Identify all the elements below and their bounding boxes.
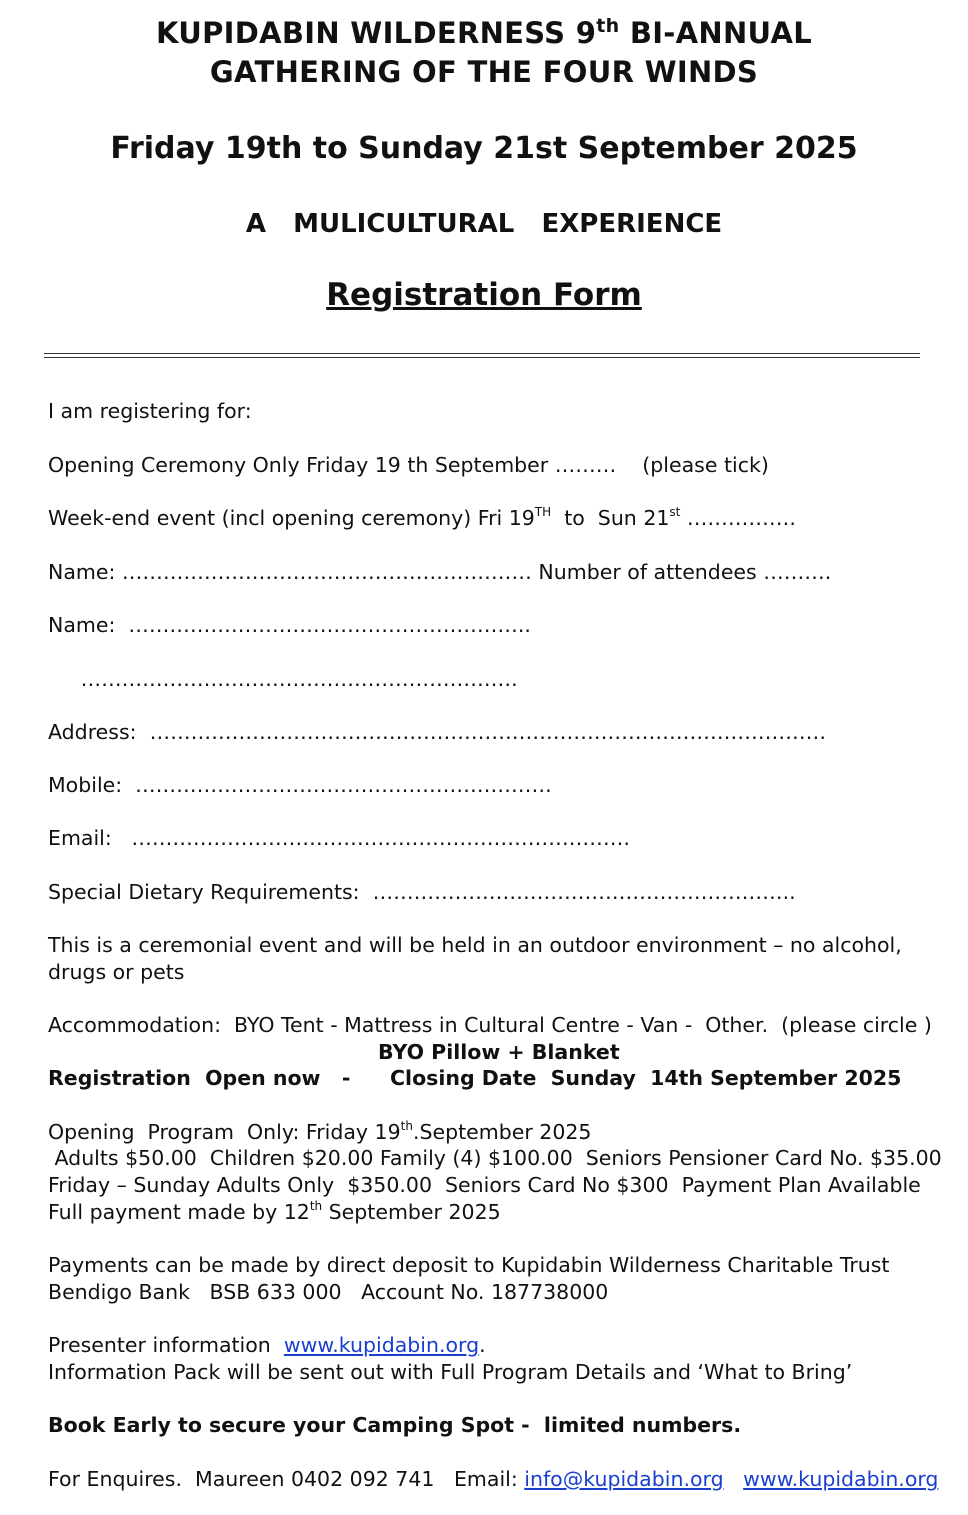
opening-program-line: Opening Program Only: Friday 19th.September 2025 (48, 1119, 592, 1144)
notice-line-2: drugs or pets (48, 960, 185, 984)
prices-line-2: Friday – Sunday Adults Only $350.00 Seniors Card No $300 Payment Plan Available (48, 1173, 921, 1197)
enquiries-line: For Enquires. Maureen 0402 092 741 Email: info@kupidabin.org www.kupidabin.org (48, 1467, 939, 1491)
byo-pillow-note: BYO Pillow + Blanket (378, 1040, 620, 1064)
payment-line-1: Payments can be made by direct deposit to Kupidabin Wilderness Charitable Trust (48, 1253, 890, 1277)
event-dates: Friday 19th to Sunday 21st September 2025 (110, 131, 858, 166)
name-attendees-field[interactable]: Name: …………………………………………………… Number of attendees ………. (48, 560, 832, 584)
title-line-2: GATHERING OF THE FOUR WINDS (209, 55, 759, 89)
opening-ceremony-option[interactable]: Opening Ceremony Only Friday 19 th September ……… (please tick) (48, 453, 769, 477)
weekend-event-option[interactable]: Week-end event (incl opening ceremony) Fri 19TH to Sun 21st ……………. (48, 505, 796, 530)
title-line-1: KUPIDABIN WILDERNESS 9th BI-ANNUAL (155, 15, 813, 50)
name-continuation-field[interactable]: ………………………………………………………. (48, 667, 518, 691)
website-link[interactable]: www.kupidabin.org (743, 1467, 939, 1491)
divider-bottom (44, 357, 920, 358)
email-field[interactable]: Email: ………………………………………………………………. (48, 826, 630, 850)
dietary-field[interactable]: Special Dietary Requirements: …………………………………………………….. (48, 880, 796, 904)
accommodation-line: Accommodation: BYO Tent - Mattress in Cultural Centre - Van - Other. (please circle ) (48, 1013, 932, 1037)
address-field[interactable]: Address: ……………………………………………………………………………………… (48, 720, 827, 744)
full-payment-line: Full payment made by 12th September 2025 (48, 1199, 501, 1224)
name-field[interactable]: Name: ………………………………………………….. (48, 613, 531, 637)
registering-for-label: I am registering for: (48, 399, 252, 423)
form-title: Registration Form (326, 277, 642, 313)
presenter-info: Presenter information www.kupidabin.org. (48, 1333, 486, 1357)
prices-line-1: Adults $50.00 Children $20.00 Family (4) $100.00 Seniors Pensioner Card No. $35.00 (48, 1146, 942, 1170)
mobile-field[interactable]: Mobile: ……………………………………………………. (48, 773, 552, 797)
subtitle: A MULICULTURAL EXPERIENCE (245, 209, 723, 239)
presenter-website-link[interactable]: www.kupidabin.org (283, 1333, 480, 1357)
book-early-notice: Book Early to secure your Camping Spot - limited numbers. (48, 1413, 742, 1437)
email-link[interactable]: info@kupidabin.org (524, 1467, 724, 1491)
info-pack-line: Information Pack will be sent out with Full Program Details and ‘What to Bring’ (48, 1360, 853, 1384)
registration-open: Registration Open now - (48, 1066, 351, 1090)
notice-line-1: This is a ceremonial event and will be held in an outdoor environment – no alcohol, (48, 933, 902, 957)
divider-top (44, 353, 920, 354)
payment-bank-details: Bendigo Bank BSB 633 000 Account No. 187738000 (48, 1280, 609, 1304)
closing-date: Closing Date Sunday 14th September 2025 (390, 1066, 902, 1090)
